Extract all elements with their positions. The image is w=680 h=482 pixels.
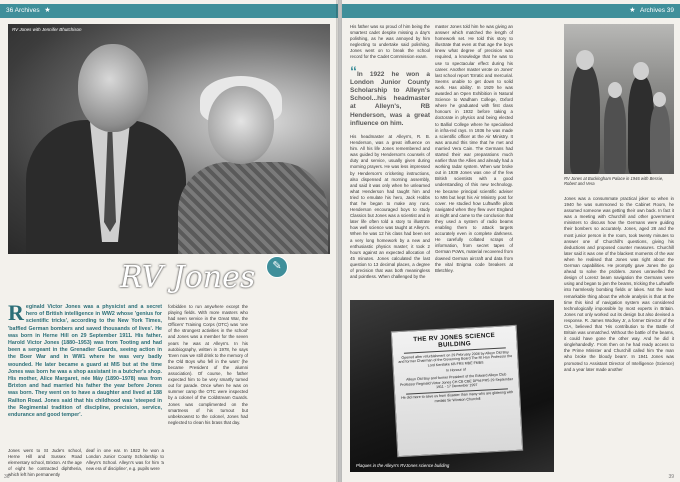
intro-paragraph [8, 300, 162, 454]
palace-photo-caption: RV Jones at Buckingham Palace in 1946 with Bessie, Robert and Vera [564, 176, 664, 187]
body-column-right-1-a: His father was so proud of him being the smartest cadet despite missing a day's polishing, as he was annoyed by him neglecting to undertake said polishing. Jones went on to break the school record for the Cadet Commission exam. [350, 24, 430, 60]
palace-face-2 [608, 82, 622, 98]
running-head-left [0, 4, 338, 18]
running-head-right [342, 4, 680, 18]
running-head-left-text: 36 Archives [6, 7, 40, 14]
article-badge [266, 256, 288, 278]
body-column-right-2: master Jones told him he was giving an answer which matched the length of homework set. He told this story to illustrate that even at that age the boys knew what degree of precision was required, a knowledge that he was to use to spectacular effect during his career. Another master wrote on Jones' last school report 'Erratic and mercurial. Seems unable to get down to solid work. Has ability'. In 1929 he was awarded an Open Exhibition in Natural Science to Wadham College, Oxford where he graduated with first class honours in 1932 before taking a doctorate in physics and being elected to Balliol College where he specialised in infra-red rays. In 1936 he was made a scientific officer at the Air Ministry. It was around this time that he met and married Vera Cain. The Germans had started their war preparations much earlier than the Allies and already had a working radar system. When war broke out in 1939 Jones was one of the few British scientists with a good understanding of this new technology. He became principal scientific adviser to MI6 but kept his Air Ministry post for cover. He studied how Luftwaffe pilots navigated when they flew over England at night and came to the conclusion that they used a system of radio beams enabling them to attack targets accurately even in complete darkness. He carefully collated scraps of information, from secret tapes of German PoWs, material recovered from downed German aircraft and data from the vital Enigma code breakers at Bletchley. [435, 24, 513, 273]
palace-face-1 [576, 50, 594, 70]
photo-woman-head [208, 86, 274, 164]
plaque-photo-caption: Plaques in the Alleyn's RVJones science building [356, 463, 450, 468]
page-number-left: 36 [4, 474, 10, 480]
star-icon: ★ [629, 7, 636, 14]
pull-quote-text: In 1922 he won a London Junior County Scholarship to Alleyn's School...his headmaster at Alleyn's, RB Henderson, was a great influence on him. [350, 70, 430, 127]
right-page [342, 0, 680, 482]
body-column-right-3: Jones was a consummate practical joker so when in 1940 he was summoned to the Cabinet Room, he assumed someone was getting their own back. In fact it was a meeting with Churchill and other government ministers to discuss how the Germans were guiding their bombers so accurately. Jones, aged 28 and the most junior person in the room, took twenty minutes to answer one of Churchill's questions, giving his deductions and proposed counter measures. Churchill later said it was one of the blackest moments of the war when he realised that Jones was right about the German capabilities. He promptly gave Jones the go ahead to solve the problem. Jones unravelled the design of Lorenz beam navigation the Germans were using and began to jam the beams, tricking the Luftwaffe into harmlessly bombing fields or lakes. Not the least remarkable thing about the whole analysis is that at the time this kind of navigation system was considered technologically impossible by most experts in Britain. Jones not only worked out its design but also devised a response. R. James Wodsey Jr, a former Director of the CIA, believed that 'His contribution to the Battle of Britain was unmatched. Without the battle of the beams, it could have gone the other way. And he did it singlehandedly'. From then on he had ready access to the Prime Minister and Churchill called him 'the man who broke the bloody beam'. In 1941 Jones was promoted to Assistant Director of Intelligence (Science) and a year later made another [564, 196, 674, 372]
body-column-left-2: deaf in one ear. In 1922 he won a London Junior County Scholarship to Alleyn's School. Alleyn's was for him 'a new era of discipline', e.g. pupils were [86, 448, 164, 472]
body-column-right-mid [518, 24, 560, 294]
quote-mark-icon: “ [350, 62, 357, 79]
palace-face-4 [653, 92, 666, 107]
photo-man-head [78, 44, 148, 132]
intro-text: eginald Victor Jones was a physicist and a secret hero of British intelligence in WW2 whose 'genius for scientific tricks', according to the New York Times, 'baffled German bombers and saved thousands of lives'. He was born in Herne Hill on 29 September 1911. His father, Harold Victor Jones (1880–1953) was from Tooting and had been a sergeant in the Grenadier Guards, seeing action in the Boer War and in WW1 where he was very badly wounded. He later became a guard at MI5 but at the time Jones was born he was a shop assistant in a butcher's shop. His mother, Alice Margaret, née Máy (1890–1978) was from Brixton and had married his father the year before Jones was born. They went on to have a daughter and lived at 188 Railton Road. Jones said that his childhood was 'steeped in the Regimental tradition of discipline, precision, service, endurance and good temper'. [8, 304, 162, 419]
photo-woman-body [178, 162, 328, 254]
body-column-right-1 [350, 24, 430, 294]
intro-dropcap: R [8, 300, 24, 325]
body-column-right-1-b: His headmaster at Alleyn's, R. B. Henderson, was a great influence on him. All his life Jones remembered and was guided by Henderson's counsels of duty and service, usually given during morning prayers. He was less impressed by Henderson's cricketing instructions, also dispensed at morning assembly, and said it was only when he unlearned what Henderson had taught him and tried to emulate his hero, Jack Hobbs that he began to make any runs. Henderson encouraged boys to study Classics but Jones was a scientist and in later life often told a story to illustrate how well science was taught at Alleyn's. When he was 12 his class had been set a very long homework by a new and enthusiastic physics master; it took 2 hours against an expected allocation of 45 minutes. Jones calculated the last question to 13 decimal places, a degree of precision that was both meaningless and pointless. When challenged by the [350, 133, 430, 280]
pull-quote [350, 62, 430, 128]
plaque-line-2: In Honour of [445, 367, 466, 373]
palace-figure-2 [604, 94, 626, 174]
palace-figure-1 [570, 64, 600, 174]
star-icon: ★ [44, 7, 51, 14]
palace-face-3 [633, 62, 649, 80]
palace-figure-4 [650, 104, 670, 174]
jones-couple-photo [8, 24, 330, 254]
page-number-right: 39 [668, 474, 674, 480]
body-column-left-3: forbidden to run anywhere except the playing fields. With more masters who had seen service in the Great War, the Officers' Training Corps (OTC) was 'one of the strongest activities in the school' and Jones was a member for the seven years he was at Alleyn's. In his autobiography, written in 1978, he says 'Even now we still drink to the memory of the Old Boys who fell in the wars' (he became President of the alumni association). Of course, he father expected him to be very smartly turned out for parade. Once when he was on summer camp the OTC were inspected by a colonel of the Coldstream Guards. Jones was complimented on the smartness of his turnout but unbeknownst to the colonel, Jones had neglected to clean his brass that day. [168, 304, 248, 425]
article-title: RV Jones [120, 260, 256, 295]
body-column-left-1: Jones went to St Jude's school, Herne Hill and Sussex Road elementary school, Brixton. At the age of eight he contracted diphtheria, which left him permanently [8, 448, 82, 478]
plaque [391, 325, 523, 457]
palace-photo [564, 24, 674, 174]
plaque-photo [350, 300, 554, 472]
plaque-line-1: Opened after refurbishment on 29 February 2008 by Alleyn Old Boy and former Chairman of the Governing Board The Rt Hon Professor the Lord Kerslake KB FRS MBE FMBS [398, 349, 513, 368]
plaque-line-4: He did more to save us from disaster than many who are glittering with medals Sir Winston Churchill [401, 390, 514, 404]
quill-icon: ✎ [272, 260, 282, 272]
photo-credit: RV Jones with Jennifer Bhutchison [12, 27, 82, 32]
plaque-line-3: Alleyn Old Boy and former President of the Edward Alleyn Club Professor Reginald Victor Jones CH CB CBE DPhil FRS 29 September 1911 - 17 December 1997 [399, 372, 514, 390]
plaque-title: THE RV JONES SCIENCE BUILDING [413, 331, 496, 349]
running-head-right-text: Archives 39 [640, 7, 674, 14]
left-page [0, 0, 338, 482]
